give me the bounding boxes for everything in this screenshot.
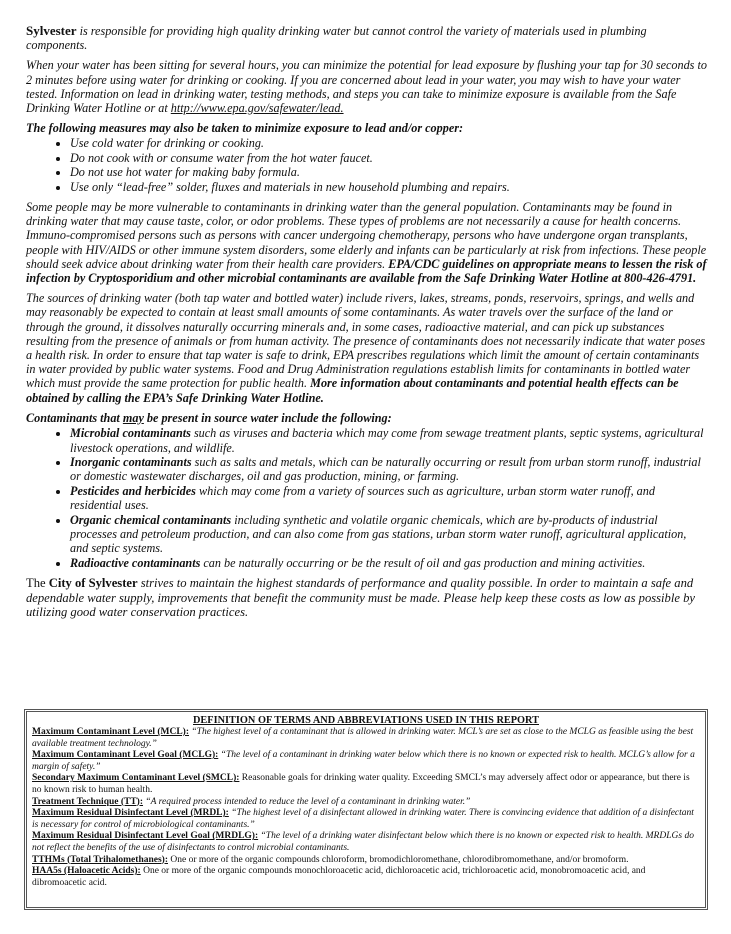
definition-row: Maximum Contaminant Level (MCL): “The highest level of a contaminant that is allowed in drinking water. MCL’s are set as close to the MCLG as feasible using the best available treatment technology.” [32, 727, 694, 749]
list-item: • Use cold water for drinking or cooking. [70, 136, 707, 150]
definitions-box [24, 709, 708, 910]
paragraph-responsibility [26, 24, 707, 52]
contaminant-term: Inorganic contaminants [70, 454, 192, 469]
contaminant-term: Organic chemical contaminants [70, 512, 232, 527]
list-item: • Microbial contaminants such as viruses and bacteria which may come from sewage treatment plants, septic systems, agricultural livestock operations, and wildlife. [70, 426, 707, 455]
definitions-title: DEFINITION OF TERMS AND ABBREVIATIONS USED IN THIS REPORT [193, 715, 539, 726]
list-item: • Use only “lead-free” solder, fluxes and materials in new household plumbing and repairs. [70, 180, 707, 194]
sources-text: The sources of drinking water (both tap water and bottled water) include rivers, lakes, streams, ponds, reservoirs, springs, and wells and may reasonably be expected to contain at least small amounts of some contaminants. As water travels over the surface of the land or through the ground, it dissolves naturally occurring minerals and, in some cases, radioactive material, and can pick up substances resulting from the presence of animals or from human activity. The presence of contaminants does not necessarily indicate that water poses a health risk. In order to ensure that tap water is safe to drink, EPA prescribes regulations which limit the amount of certain contaminants in water provided by public water systems. Food and Drug Administration regulations establish limits for contaminants in bottled water which must provide the same protection for public health. [26, 291, 706, 391]
lead-exposure-text: When your water has been sitting for several hours, you can minimize the potential for lead exposure by flushing your tap for 30 seconds to 2 minutes before using water for drinking or cooking. If you are concerned about lead in your water, you may wish to have your water tested. Information on lead in drinking water, testing methods, and steps you can take to minimize exposure is available from the Safe Drinking Water Hotline or at [26, 58, 707, 116]
contaminants-heading: Contaminants that may be present in source water include the following: [26, 410, 392, 425]
contaminant-term: Microbial contaminants [70, 426, 191, 441]
paragraph-sources [26, 291, 707, 405]
epa-lead-link[interactable]: http://www.epa.gov/safewater/lead. [170, 101, 344, 116]
city-name: Sylvester [26, 23, 77, 38]
definition-row: Secondary Maximum Contaminant Level (SMCL): Reasonable goals for drinking water quality. Exceeding SMCL’s may adversely affect odor or appearance, but there is no known risk to human health. [32, 773, 690, 795]
paragraph-vulnerable-people [26, 200, 707, 285]
hotline-info: More information about contaminants and potential health effects can be obtained by calling the EPA’s Safe Drinking Water Hotline. [26, 376, 679, 405]
definition-row: Maximum Residual Disinfectant Level (MRDL): “The highest level of a disinfectant allowed in drinking water. There is convincing evidence that addition of a disinfectant is necessary for control of microbiological contaminants.” [32, 808, 694, 830]
may-emphasis: may [122, 410, 144, 425]
contaminant-term: Radioactive contaminants [70, 555, 201, 570]
definition-row: Maximum Residual Disinfectant Level Goal (MRDLG): “The level of a drinking water disinfectant below which there is no known or expected risk to health. MRDLGs do not reflect the benefits of the use of disinfectants to control microbial contaminants. [32, 831, 694, 853]
vulnerable-text: Some people may be more vulnerable to contaminants in drinking water than the general population. Contaminants may be found in drinking water that may cause taste, color, or odor problems. These types of problems are not necessarily a cause for health concerns. Immuno-compromised persons such as persons with cancer undergoing chemotherapy, persons who have undergone organ transplants, people with HIV/AIDS or other immune system disorders, some elderly and infants can be particularly at risk from infections. These people should seek advice about drinking water from their health care providers. [26, 200, 707, 271]
list-item: • Radioactive contaminants can be naturally occurring or be the result of oil and gas production and mining activities. [70, 556, 707, 570]
paragraph-city-standards: The City of Sylvester strives to maintain the highest standards of performance and quality possible. In order to maintain a safe and dependable water supply, improvements that benefit the community must be made. Please help keep these costs as low as possible by utilizing good water conservation practices. [26, 576, 695, 620]
measures-heading: The following measures may also be taken to minimize exposure to lead and/or copper: [26, 121, 464, 136]
responsibility-text: is responsible for providing high quality drinking water but cannot control the variety of materials used in plumbing components. [26, 24, 647, 53]
definition-row: HAA5s (Haloacetic Acids): One or more of the organic compounds monochloroacetic acid, dichloroacetic acid, trichloroacetic acid, monobromoacetic acid, and dibromoacetic acid. [32, 866, 646, 888]
epa-cdc-guidelines: EPA/CDC guidelines on appropriate means to lessen the risk of infection by Cryptosporidium and other microbial contaminants are available from the Safe Drinking Water Hotline at 800-426-4791. [26, 256, 707, 286]
definition-row: TTHMs (Total Trihalomethanes): One or more of the organic compounds chloroform, bromodichloromethane, chlorodibromomethane, and/or bromoform. [32, 854, 629, 865]
contaminants-list [26, 426, 707, 570]
paragraph-lead-exposure [26, 58, 707, 115]
list-item: • Inorganic contaminants such as salts and metals, which can be naturally occurring or result from urban storm runoff, industrial or domestic wastewater discharges, oil and gas production, mining, or farming. [70, 455, 707, 484]
list-item: • Pesticides and herbicides which may come from a variety of sources such as agriculture, urban storm water runoff, and residential uses. [70, 484, 707, 513]
contaminant-term: Pesticides and herbicides [70, 483, 196, 498]
definition-row: Maximum Contaminant Level Goal (MCLG): “The level of a contaminant in drinking water below which there is no known or expected risk to health. MCLG’s allow for a margin of safety.” [32, 750, 695, 772]
definition-row: Treatment Technique (TT): “A required process intended to reduce the level of a contaminant in drinking water.” [32, 796, 471, 807]
list-item: • Do not cook with or consume water from the hot water faucet. [70, 151, 707, 165]
list-item: • Do not use hot water for making baby formula. [70, 165, 707, 179]
measures-list [26, 136, 707, 194]
city-of-sylvester: City of Sylvester [48, 576, 138, 591]
list-item: • Organic chemical contaminants including synthetic and volatile organic chemicals, which are by-products of industrial processes and petroleum production, and can also come from gas stations, urban storm water runoff, agricultural application, and septic systems. [70, 513, 707, 556]
